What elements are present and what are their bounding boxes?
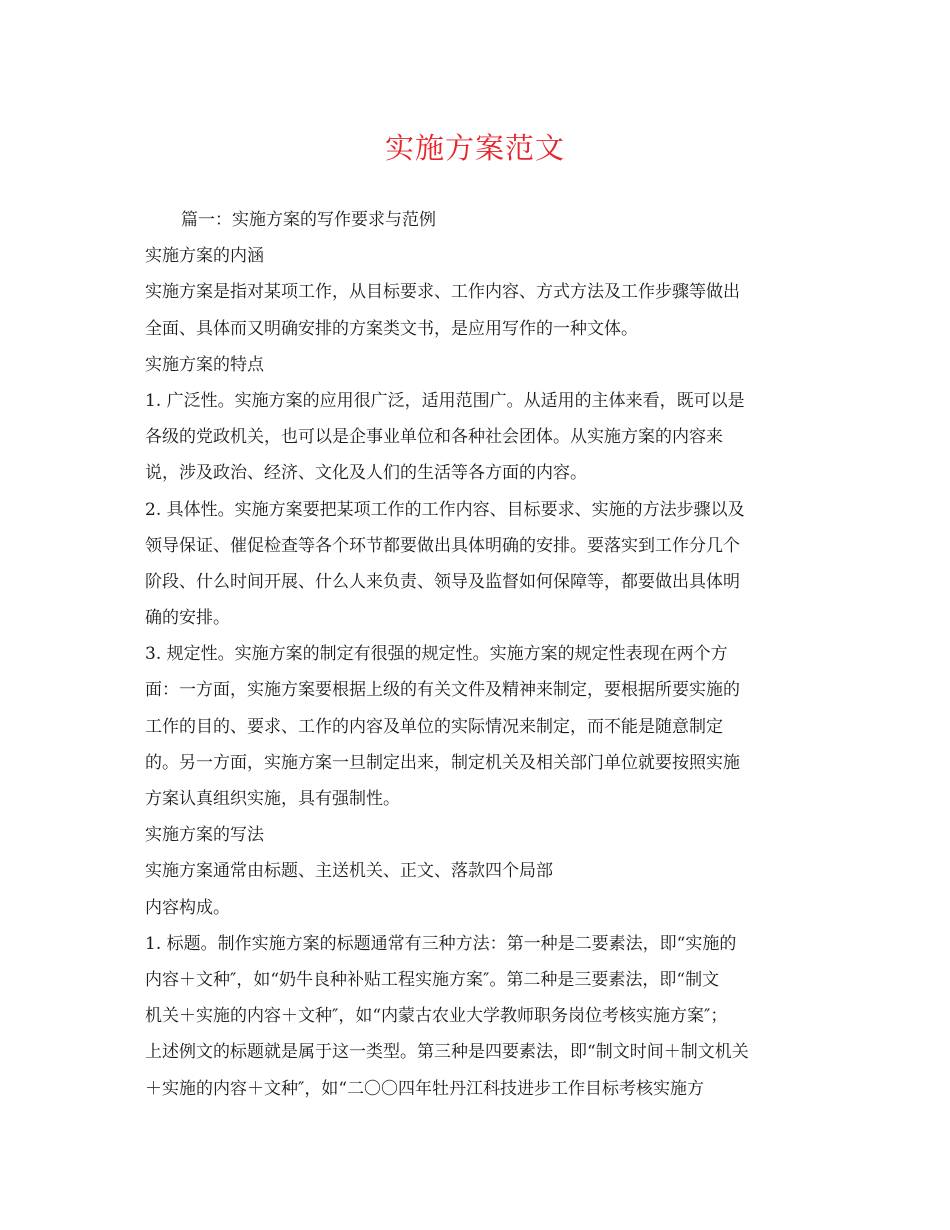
- paragraph-line: 面：一方面，实施方案要根据上级的有关文件及精神来制定，要根据所要实施的: [145, 680, 740, 701]
- subheading: 实施方案的写法: [145, 825, 264, 846]
- paragraph-line: 全面、具体而又明确安排的方案类文书，是应用写作的一种文体。: [145, 318, 638, 339]
- subheading: 实施方案的内涵: [145, 246, 264, 267]
- paragraph-line: 机关＋实施的内容＋文种″，如“内蒙古农业大学教师职务岗位考核实施方案″；: [145, 1006, 728, 1027]
- paragraph-line: 实施方案是指对某项工作，从目标要求、工作内容、方式方法及工作步骤等做出: [145, 282, 740, 303]
- document-title: 实施方案范文: [384, 131, 565, 165]
- paragraph-line: 阶段、什么时间开展、什么人来负责、领导及监督如何保障等，都要做出具体明: [145, 571, 740, 592]
- paragraph-line: 1. 广泛性。实施方案的应用很广泛，适用范围广。从适用的主体来看，既可以是: [145, 390, 745, 411]
- paragraph-line: 工作的目的、要求、工作的内容及单位的实际情况来制定，而不能是随意制定: [145, 716, 723, 737]
- paragraph-line: 的。另一方面，实施方案一旦制定出来，制定机关及相关部门单位就要按照实施: [145, 752, 740, 773]
- paragraph-line: 说，涉及政治、经济、文化及人们的生活等各方面的内容。: [145, 463, 587, 484]
- paragraph-line: 内容构成。: [145, 897, 230, 918]
- paragraph-line: 领导保证、催促检查等各个环节都要做出具体明确的安排。要落实到工作分几个: [145, 535, 740, 556]
- section-heading: 篇一：实施方案的写作要求与范例: [181, 210, 436, 230]
- subheading: 实施方案的特点: [145, 354, 264, 375]
- paragraph-line: 确的安排。: [145, 608, 230, 629]
- paragraph-line: 3. 规定性。实施方案的制定有很强的规定性。实施方案的规定性表现在两个方: [145, 644, 728, 665]
- paragraph-line: 各级的党政机关，也可以是企事业单位和各种社会团体。从实施方案的内容来: [145, 427, 723, 448]
- paragraph-line: 方案认真组织实施，具有强制性。: [145, 789, 400, 809]
- paragraph-line: 2. 具体性。实施方案要把某项工作的工作内容、目标要求、实施的方法步骤以及: [145, 499, 745, 520]
- document-body: [145, 202, 813, 1107]
- paragraph-line: ＋实施的内容＋文种″，如“二〇〇四年牡丹江科技进步工作目标考核实施方: [145, 1078, 705, 1099]
- paragraph-line: 实施方案通常由标题、主送机关、正文、落款四个局部: [145, 861, 553, 882]
- paragraph-line: 上述例文的标题就是属于这一类型。第三种是四要素法，即“制文时间＋制文机关: [145, 1042, 749, 1063]
- paragraph-line: 内容＋文种″，如“奶牛良种补贴工程实施方案″。第二种是三要素法，即“制文: [145, 969, 720, 990]
- paragraph-line: 1. 标题。制作实施方案的标题通常有三种方法：第一种是二要素法，即“实施的: [145, 933, 737, 954]
